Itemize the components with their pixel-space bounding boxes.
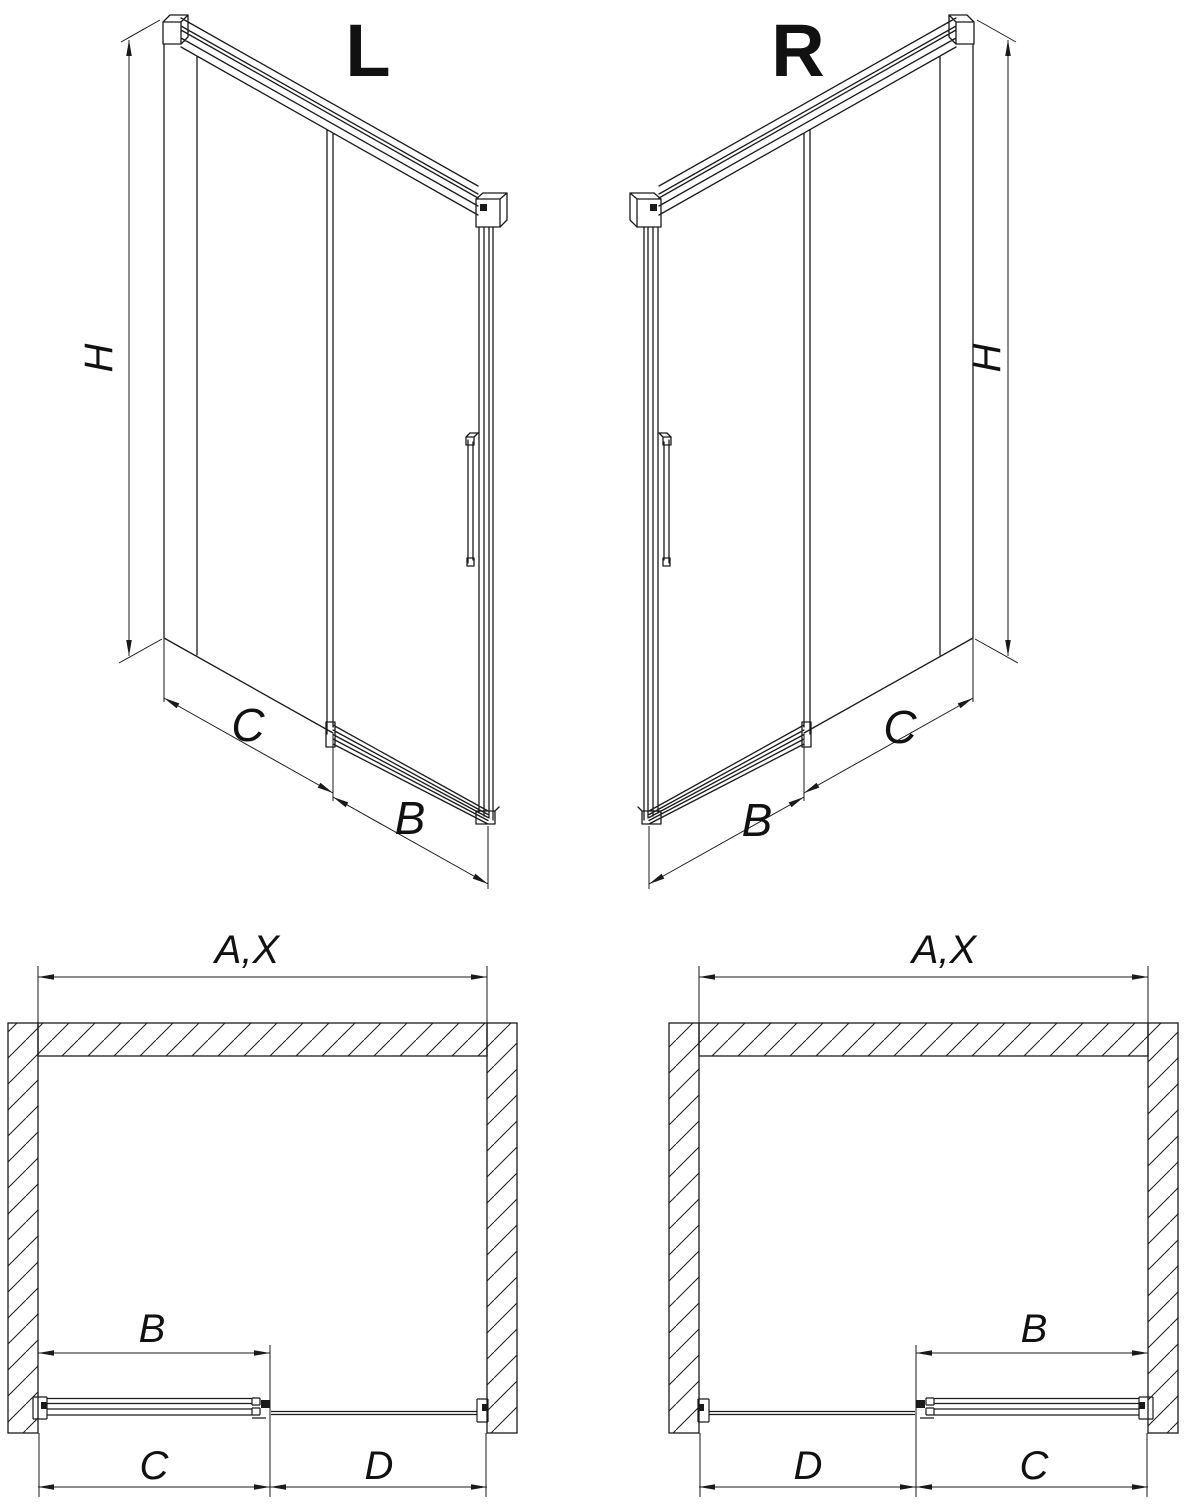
iso-right-label: R [771, 9, 825, 92]
dim-h-left: H [77, 343, 121, 373]
dim-b-plan-right: B [1020, 1307, 1048, 1351]
iso-left-label: L [345, 9, 391, 92]
dim-c-iso-left: C [231, 699, 265, 751]
dim-c-plan-right: C [1019, 1444, 1049, 1488]
dim-b-iso-right: B [741, 794, 773, 846]
dim-ax-plan-left: A,X [214, 928, 280, 972]
dim-ax-plan-right: A,X [911, 928, 977, 972]
plan-right-view [669, 966, 1178, 1497]
dim-d-plan-left: D [364, 1444, 394, 1488]
iso-right-view [630, 15, 1018, 889]
iso-left-view [119, 15, 507, 889]
dim-d-plan-right: D [793, 1444, 823, 1488]
dim-b-iso-left: B [394, 792, 426, 844]
dim-c-iso-right: C [883, 701, 917, 753]
plan-left-view [8, 966, 517, 1497]
dim-c-plan-left: C [139, 1444, 169, 1488]
dim-b-plan-left: B [138, 1307, 166, 1351]
dim-h-right: H [965, 343, 1009, 373]
